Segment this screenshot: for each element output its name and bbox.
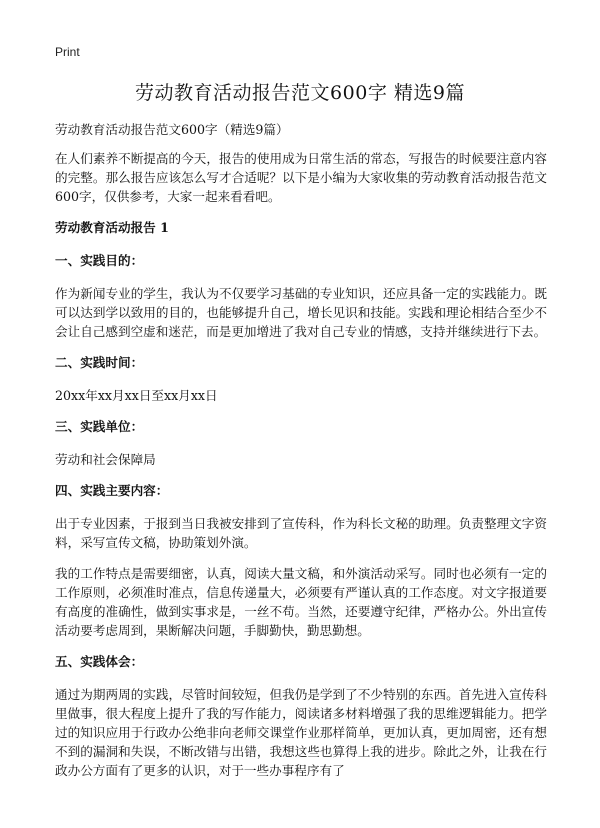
section-heading-experience: 五、实践体会： [55,654,144,669]
section-heading-purpose: 一、实践目的： [55,253,144,268]
section-heading-content: 四、实践主要内容： [55,483,169,498]
page-title: 劳动教育活动报告范文600字 精选9篇 [135,82,465,104]
section-heading-time: 二、实践时间： [55,355,144,370]
section-paragraph: 20xx年xx月xx日至xx月xx日 [55,388,218,403]
section-paragraph: 作为新闻专业的学生，我认为不仅要学习基础的专业知识，还应具备一定的实践能力。既可以达到学以致用的目的，也能够提升自己，增长见识和技能。实践和理论相结合至少不会让自己感到空虚和迷茫，而是更加增进了我对自己专业的情感，支持并继续进行下去。 [55,286,547,339]
section-paragraph: 出于专业因素，于报到当日我被安排到了宣传科，作为科长文秘的助理。负责整理文字资料，采写宣传文稿，协助策划外演。 [55,516,547,550]
section-heading-unit: 三、实践单位： [55,419,144,434]
document-subtitle: 劳动教育活动报告范文600字（精选9篇） [55,122,289,137]
section-paragraph: 我的工作特点是需要细密，认真，阅读大量文稿，和外演活动采写。同时也必须有一定的工作原则，必须准时准点，信息传递量大，必须要有严谨认真的工作态度。对文字报道要有高度的准确性，做到实事求是，一丝不苟。当然，还要遵守纪律，严格办公。外出宣传活动要考虑周到，果断解决问题，手脚勤快，勤思勤想。 [55,566,547,638]
section-paragraph: 通过为期两周的实践，尽管时间较短，但我仍是学到了不少特别的东西。首先进入宣传科里做事，很大程度上提升了我的写作能力，阅读诸多材料增强了我的思维逻辑能力。把学过的知识应用于行政办公绝非向老师交课堂作业那样简单，更加认真，更加周密，还有想不到的漏洞和失误，不断改错与出错，我想这些也算得上我的进步。除此之外，让我在行政办公方面有了更多的认识，对于一些办事程序有了 [55,687,547,778]
report-heading: 劳动教育活动报告 1 [55,220,169,235]
intro-paragraph: 在人们素养不断提高的今天，报告的使用成为日常生活的常态，写报告的时候要注意内容的完整。那么报告应该怎么写才合适呢？以下是小编为大家收集的劳动教育活动报告范文600字，仅供参考，大家一起来看看吧。 [55,151,547,204]
section-paragraph: 劳动和社会保障局 [55,452,156,467]
print-label[interactable]: Print [55,45,80,59]
document-body [55,120,547,792]
